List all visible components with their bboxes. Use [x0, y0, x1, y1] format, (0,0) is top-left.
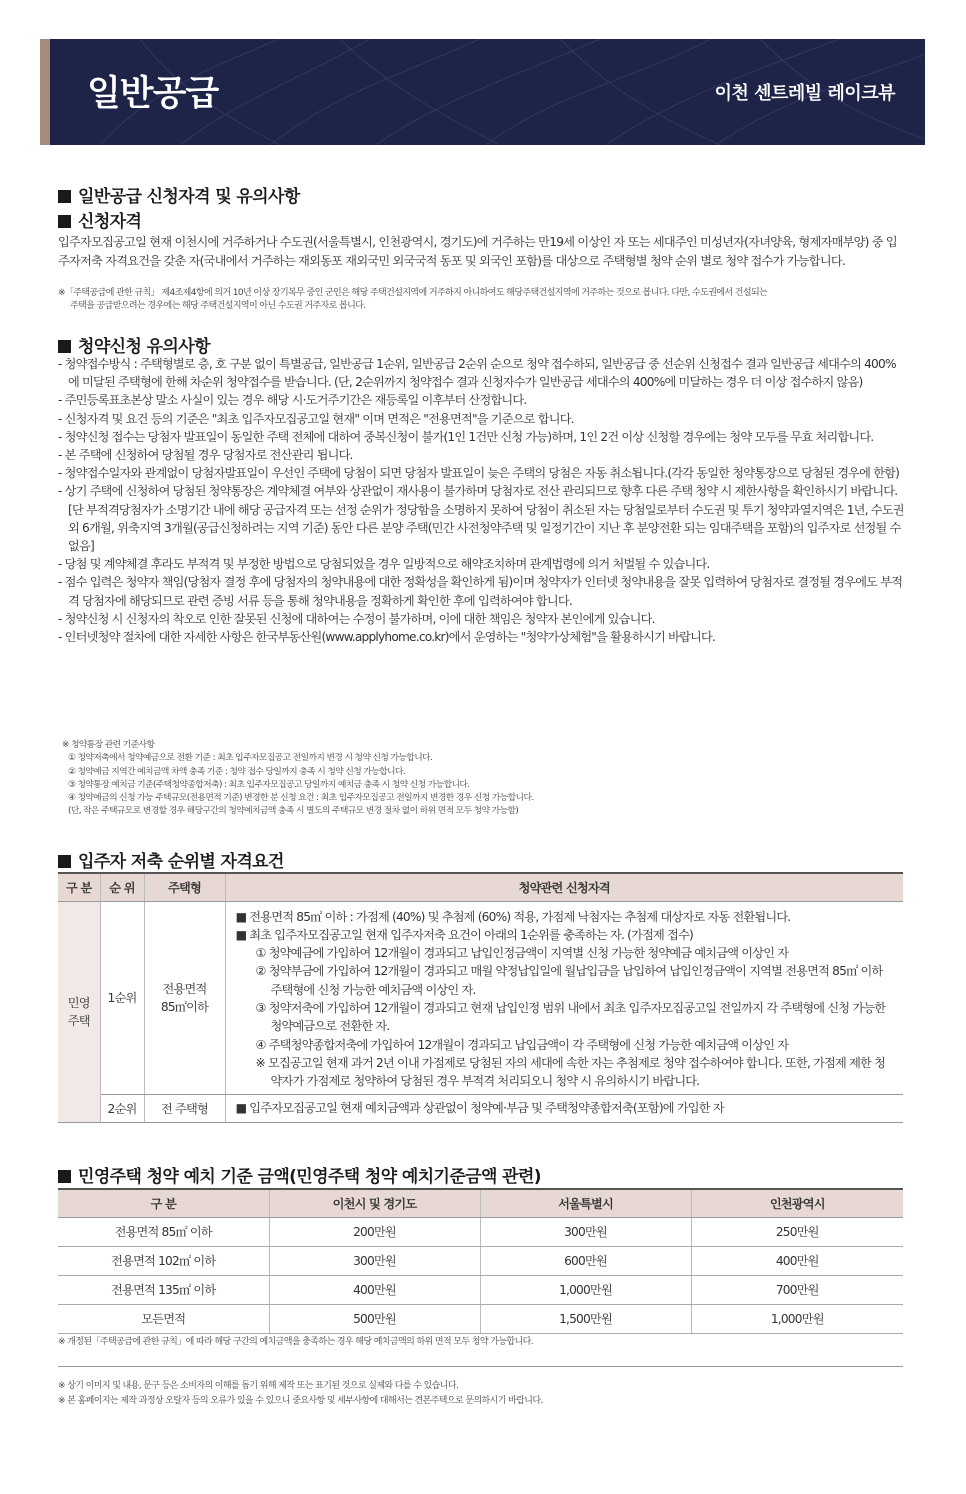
table-cell: 500만원: [269, 1304, 480, 1333]
table-cell: 250만원: [691, 1217, 903, 1246]
ranking-qualification-table: [58, 872, 903, 1123]
reference-title: ※ 청약통장 관련 기준사항: [62, 740, 155, 750]
list-item: ■ 전용면적 85㎡ 이하 : 가점제 (40%) 및 추첨제 (60%) 적용, 가점제 낙첨자는 추첨제 대상자로 자동 전환됩니다.: [235, 909, 791, 924]
header-qualification: 청약관련 신청자격: [225, 873, 903, 901]
brand-name: 이천 센트레빌 레이크뷰: [714, 83, 895, 104]
footer-disclaimer-2: ※ 본 홈페이지는 제작 과정상 오탈자 등의 오류가 있을 수 있으니 중요사항 및 세부사항에 대해서는 견본주택으로 문의하시기 바랍니다.: [58, 1396, 543, 1406]
list-item: - 청약신청 시 신청자의 착오로 인한 잘못된 신청에 대하여는 수정이 불가하며, 이에 대한 책임은 청약자 본인에게 있습니다.: [58, 611, 655, 626]
footer-divider: [58, 1366, 903, 1367]
list-item: - 점수 입력은 청약자 책임(당첨자 결정 후에 당첨자의 청약내용에 대한 정확성을 확인하게 됨)이며 청약자가 인터넷 청약내용을 잘못 입력하여 당첨자로 결정될 경우에도 부적격 당첨자에 해당되므로 관련 증빙 서류 등을 통해 청약내용을 정확하게 확인한 후에 입력하여야 합니다.: [58, 575, 903, 608]
type-85-under: 전용면적 85㎡이하: [144, 901, 225, 1095]
header-category: 구 분: [58, 1189, 269, 1217]
square-bullet-icon: [58, 855, 71, 868]
category-private-housing: 민영 주택: [58, 901, 100, 1122]
list-item: ① 청약예금에 가입하여 12개월이 경과되고 납입인정금액이 지역별 신청 가능한 청약예금 예치금액 이상인 자: [255, 946, 789, 961]
table-cell: 1,500만원: [480, 1304, 691, 1333]
section-title-text: 청약신청 유의사항: [78, 337, 210, 357]
header-rank: 순 위: [100, 873, 144, 901]
table-row: [58, 1304, 903, 1333]
table-cell: 전용면적 135㎡ 이하: [58, 1275, 269, 1304]
rank-1: 1순위: [100, 901, 144, 1095]
section-title-text: 입주자 저축 순위별 자격요건: [78, 852, 284, 872]
list-item: (단, 작은 주택규모로 변경할 경우 해당구간의 청약예치금액 충족 시 별도의 주택규모 변경 절차 없이 하위 면적 모두 청약 가능함): [68, 806, 519, 817]
list-item: - 상기 주택에 신청하여 당첨된 청약통장은 계약체결 여부와 상관없이 재사용이 불가하며 당첨자로 전산 관리되므로 향후 다른 주택 청약 시 제한사항을 확인하시기 바랍니다.: [58, 484, 898, 499]
table-row: [58, 1246, 903, 1275]
table-cell: 300만원: [480, 1217, 691, 1246]
list-item: ① 청약저축에서 청약예금으로 전환 기준 : 최초 입주자모집공고 전일까지 변경 시 청약 신청 가능합니다.: [68, 753, 433, 764]
header-banner: [40, 39, 925, 145]
footer-disclaimer-1: ※ 상기 이미지 및 내용, 문구 등은 소비자의 이해를 돕기 위해 제작 또는 표기된 것으로 실제와 다를 수 있습니다.: [58, 1381, 459, 1391]
banner-accent-bar: [40, 39, 50, 145]
list-item: ③ 청약통장 예치금 기준(주택청약종합저축) : 최초 입주자모집공고 당일까지 예치금 충족 시 청약 신청 가능합니다.: [68, 779, 470, 790]
list-item: - 신청자격 및 요건 등의 기준은 "최초 입주자모집공고일 현재" 이며 면적은 "전용면적"을 기준으로 합니다.: [58, 411, 574, 426]
table-row: [58, 1275, 903, 1304]
table-cell: 전용면적 85㎡ 이하: [58, 1217, 269, 1246]
section-title-text: 민영주택 청약 예치 기준 금액(민영주택 청약 예치기준금액 관련): [78, 1167, 541, 1187]
header-icheon-gyeonggi: 이천시 및 경기도: [269, 1189, 480, 1217]
list-item: ③ 청약저축에 가입하여 12개월이 경과되고 현재 납입인정 범위 내에서 최초 입주자모집공고일 전일까지 각 주택형에 신청 가능한 청약예금으로 전환한 자.: [255, 1000, 886, 1034]
eligibility-body: 입주자모집공고일 현재 이천시에 거주하거나 수도권(서울특별시, 인천광역시, 경기도)에 거주하는 만19세 이상인 자 또는 세대주인 미성년자(자녀양육, 형제자매부양) 중 입주자저축 자격요건을 갖춘 자(국내에서 거주하는 재외동포 재외국민 외국국적 동포 및 외국인 포함)를 대상으로 주택형별 청약 순위 별로 청약 접수가 가능합니다.: [58, 235, 897, 268]
header-category: 구 분: [58, 873, 100, 901]
table-cell: 400만원: [691, 1246, 903, 1275]
rank2-qualification: ■ 입주자모집공고일 현재 예치금액과 상관없이 청약예·부금 및 주택청약종합저축(포함)에 가입한 자: [225, 1095, 903, 1122]
table-cell: 모든면적: [58, 1304, 269, 1333]
table-cell: 200만원: [269, 1217, 480, 1246]
list-item: - 당첨 및 계약체결 후라도 부적격 및 부정한 방법으로 당첨되었을 경우 일방적으로 해약조치하며 관계법령에 의거 처벌될 수 있습니다.: [58, 557, 710, 572]
list-item: ④ 청약예금의 신청 가능 주택규모(전용면적 기준) 변경한 분 신청 요건 : 최초 입주자모집공고 전일까지 변경한 경우 신청 가능합니다.: [68, 793, 534, 804]
eligibility-note-1: ※「주택공급에 관한 규칙」 제4조제4항에 의거 10년 이상 장기복무 중인 군인은 해당 주택건설지역에 거주하지 아니하여도 해당주택건설지역에 거주하는 것으로 봅니다. 다만, 수도권에서 건설되는: [58, 288, 768, 298]
table-row: [58, 1095, 903, 1122]
table-row: [58, 1217, 903, 1246]
table-cell: 300만원: [269, 1246, 480, 1275]
table-cell: 1,000만원: [480, 1275, 691, 1304]
section-subtitle-text: 신청자격: [78, 212, 142, 232]
rank-2: 2순위: [100, 1095, 144, 1122]
list-item: ④ 주택청약종합저축에 가입하여 12개월이 경과되고 납입금액이 각 주택형에 신청 가능한 예치금액 이상인 자: [255, 1037, 789, 1052]
list-item: ② 청약예금 지역간 예치금액 차액 충족 기준 : 청약 접수 당일까지 충족 시 청약 신청 가능합니다.: [68, 766, 406, 777]
section-subtitle-eligibility: [58, 207, 141, 232]
square-bullet-icon: [58, 190, 71, 203]
application-notes-list: [58, 355, 906, 646]
list-item: - 인터넷청약 절차에 대한 자세한 사항은 한국부동산원(www.applyhome.co.kr)에서 운영하는 "청약가상체험"을 활용하시기 바랍니다.: [58, 630, 716, 645]
account-reference-notes: [62, 739, 910, 819]
table-cell: 1,000만원: [691, 1304, 903, 1333]
page-title: 일반공급: [87, 74, 219, 114]
list-item: - 청약접수일자와 관계없이 당첨자발표일이 우선인 주택에 당첨이 되면 당첨자 발표일이 늦은 주택의 당첨은 자동 취소됩니다.(각각 동일한 청약통장으로 당첨된 경우에 한함): [58, 466, 900, 481]
section-title-notes: [58, 332, 210, 357]
deposit-table: [58, 1188, 903, 1334]
list-item: ■ 최초 입주자모집공고일 현재 입주자저축 요건이 아래의 1순위를 충족하는 자. (가점제 접수): [235, 927, 693, 942]
rank1-qualification: [225, 901, 903, 1095]
header-seoul: 서울특별시: [480, 1189, 691, 1217]
section-title-text: 일반공급 신청자격 및 유의사항: [78, 187, 300, 207]
table-cell: 400만원: [269, 1275, 480, 1304]
square-bullet-icon: [58, 1170, 71, 1183]
table-header-row: [58, 873, 903, 901]
section-title-general-supply: [58, 182, 300, 207]
list-item: - 청약신청 접수는 당첨자 발표일이 동일한 주택 전체에 대하여 중복신청이 불가(1인 1건만 신청 가능)하며, 1인 2건 이상 신청할 경우에는 청약 모두를 무효 처리합니다.: [58, 429, 874, 444]
square-bullet-icon: [58, 340, 71, 353]
section-title-ranking: [58, 847, 284, 872]
header-housing-type: 주택형: [144, 873, 225, 901]
deposit-note: ※ 개정된「주택공급에 관한 규칙」에 따라 해당 구간의 예치금액을 충족하는 경우 해당 예치금액의 하위 면적 모두 청약 가능합니다.: [58, 1337, 533, 1347]
list-item-bracket: [단 부적격당첨자가 소명기간 내에 해당 공급자격 또는 선정 순위가 정당함을 소명하지 못하여 당첨이 취소된 자는 당첨일로부터 수도권 및 투기 청약과열지역은 1년, 수도권외 6개월, 위축지역 3개월(공급신청하려는 지역 기준) 동안 다른 분양 주택(민간 사전청약주택 및 일정기간이 지난 후 분양전환 되는 임대주택을 포함)의 입주자로 선정될 수 없음]: [68, 502, 904, 554]
list-item: - 청약접수방식 : 주택형별로 층, 호 구분 없이 특별공급, 일반공급 1순위, 일반공급 2순위 순으로 청약 접수하되, 일반공급 중 선순위 신청접수 결과 일반공급 세대수의 400%에 미달된 주택형에 한해 차순위 청약접수를 받습니다. (단, 2순위까지 청약접수 결과 신청자수가 일반공급 세대수의 400%에 미달하는 경우 더 이상 접수하지 않음): [58, 357, 896, 390]
list-item: - 주민등록표초본상 말소 사실이 있는 경우 해당 시·도거주기간은 재등록일 이후부터 산정합니다.: [58, 393, 527, 408]
square-bullet-icon: [58, 215, 71, 228]
type-all: 전 주택형: [144, 1095, 225, 1122]
table-cell: 700만원: [691, 1275, 903, 1304]
section-title-deposit: [58, 1162, 541, 1187]
table-header-row: [58, 1189, 903, 1217]
list-item: - 본 주택에 신청하여 당첨될 경우 당첨자로 전산관리 됩니다.: [58, 448, 353, 463]
table-cell: 전용면적 102㎡ 이하: [58, 1246, 269, 1275]
header-incheon: 인천광역시: [691, 1189, 903, 1217]
eligibility-note-2: 주택을 공급받으려는 경우에는 해당 주택건설지역이 아닌 수도권 거주자로 봅니다.: [70, 301, 366, 311]
list-item: ② 청약부금에 가입하여 12개월이 경과되고 매월 약정납입일에 월납입금을 납입하여 납입인정금액이 지역별 전용면적 85㎡ 이하 주택형에 신청 가능한 예치금액 이상인 자.: [255, 964, 883, 997]
list-item: ※ 모집공고일 현재 과거 2년 이내 가점제로 당첨된 자의 세대에 속한 자는 추첨제로 청약 접수하여야 합니다. 또한, 가점제 제한 청약자가 가점제로 청약하여 당첨된 경우 부적격 처리되오니 청약 시 유의하시기 바랍니다.: [255, 1055, 886, 1089]
table-cell: 600만원: [480, 1246, 691, 1275]
table-row: [58, 901, 903, 1095]
